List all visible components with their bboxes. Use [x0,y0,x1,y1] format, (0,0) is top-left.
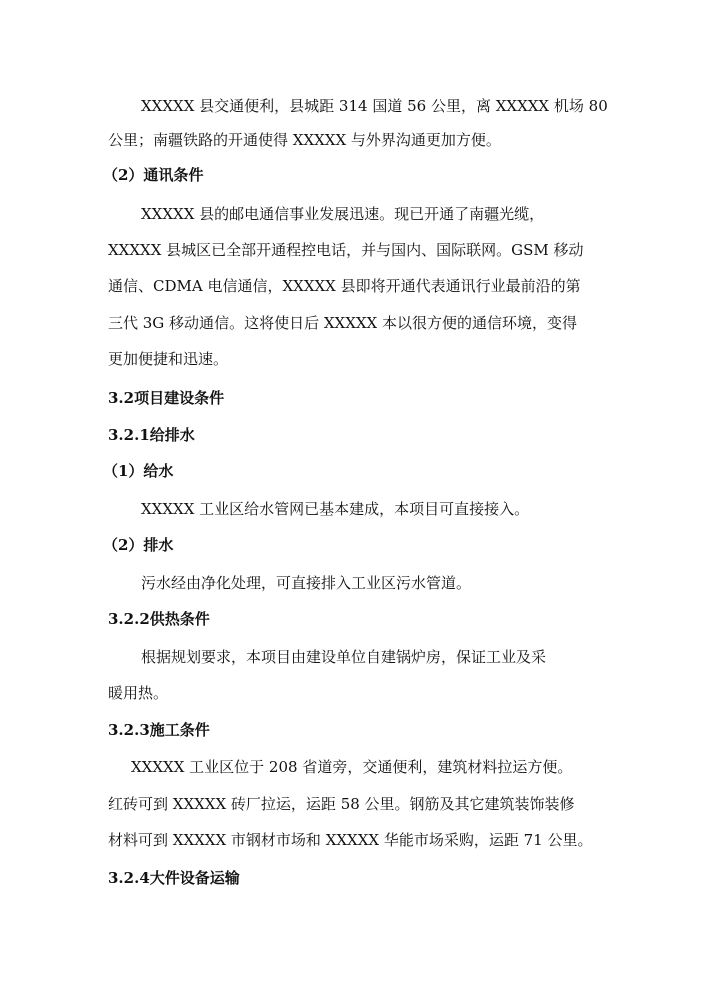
para-telecom-line-2: XXXXX 县城区已全部开通程控电话，并与国内、国际联网。GSM 移动 [108,241,584,259]
heading-3-2-4: 3.2.4大件设备运输 [108,869,240,887]
para-transport-line-2: 公里；南疆铁路的开通使得 XXXXX 与外界沟通更加方便。 [108,131,501,149]
para-telecom-line-1: XXXXX 县的邮电通信事业发展迅速。现已开通了南疆光缆， [141,205,545,223]
para-construction-line-3: 材料可到 XXXXX 市钢材市场和 XXXXX 华能市场采购，运距 71 公里。 [108,831,593,849]
heading-3-2: 3.2项目建设条件 [108,389,225,407]
para-telecom-line-3: 通信、CDMA 电信通信，XXXXX 县即将开通代表通讯行业最前沿的第 [108,277,581,295]
para-construction-line-2: 红砖可到 XXXXX 砖厂拉运，运距 58 公里。钢筋及其它建筑装饰装修 [108,795,575,813]
para-heating-line-1: 根据规划要求，本项目由建设单位自建锅炉房，保证工业及采 [141,648,547,666]
heading-3-2-2: 3.2.2供热条件 [108,610,210,628]
para-telecom-line-5: 更加便捷和迅速。 [108,350,229,368]
heading-3-2-3: 3.2.3施工条件 [108,721,210,739]
para-drainage: 污水经由净化处理，可直接排入工业区污水管道。 [141,574,472,592]
heading-communication: （2）通讯条件 [103,166,204,184]
heading-3-2-1: 3.2.1给排水 [108,426,195,444]
para-heating-line-2: 暖用热。 [108,684,169,702]
para-water-supply: XXXXX 工业区给水管网已基本建成，本项目可直接接入。 [141,500,530,518]
heading-drainage: （2）排水 [103,536,174,554]
heading-water-supply: （1）给水 [103,462,174,480]
para-telecom-line-4: 三代 3G 移动通信。这将使日后 XXXXX 本以很方便的通信环境，变得 [108,314,577,332]
para-construction-line-1: XXXXX 工业区位于 208 省道旁，交通便利，建筑材料拉运方便。 [131,758,573,776]
para-transport-line-1: XXXXX 县交通便利，县城距 314 国道 56 公里，离 XXXXX 机场 80 [141,97,608,115]
